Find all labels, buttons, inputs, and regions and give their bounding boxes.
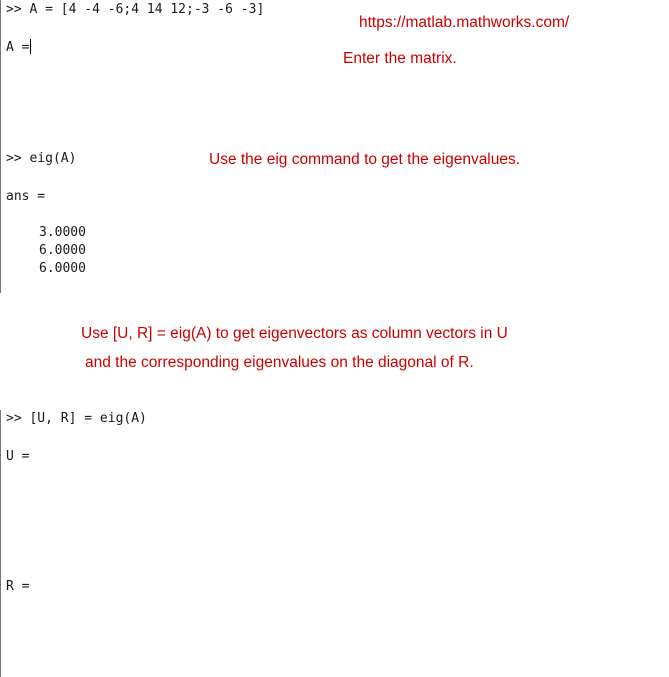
- output-label-r: R =: [6, 579, 30, 594]
- eigenvector-annotation-line-2: and the corresponding eigenvalues on the diagonal of R.: [85, 354, 474, 371]
- command-line-eig: >> eig(A): [6, 151, 77, 166]
- enter-matrix-annotation: Enter the matrix.: [343, 50, 457, 67]
- command-line-define-matrix: >> A = [4 -4 -6;4 14 12;-3 -6 -3]: [6, 2, 265, 17]
- eigenvalue-output-2: 6.0000: [39, 243, 86, 258]
- eigenvalue-output-1: 3.0000: [39, 225, 86, 240]
- output-label-u: U =: [6, 449, 30, 464]
- command-line-eig-vectors: >> [U, R] = eig(A): [6, 411, 147, 426]
- eig-command-annotation: Use the eig command to get the eigenvalues.: [209, 151, 521, 168]
- top-panel-border: [0, 0, 1, 293]
- output-label-ans: ans =: [6, 189, 46, 204]
- url-annotation: https://matlab.mathworks.com/: [359, 14, 570, 31]
- bottom-panel-border: [0, 410, 1, 677]
- eigenvector-annotation-line-1: Use [U, R] = eig(A) to get eigenvectors as column vectors in U: [81, 325, 508, 342]
- output-label-a-text: A =: [6, 40, 30, 55]
- output-label-a: [6, 39, 31, 57]
- text-cursor: [30, 39, 31, 54]
- eigenvalue-output-3: 6.0000: [39, 261, 86, 276]
